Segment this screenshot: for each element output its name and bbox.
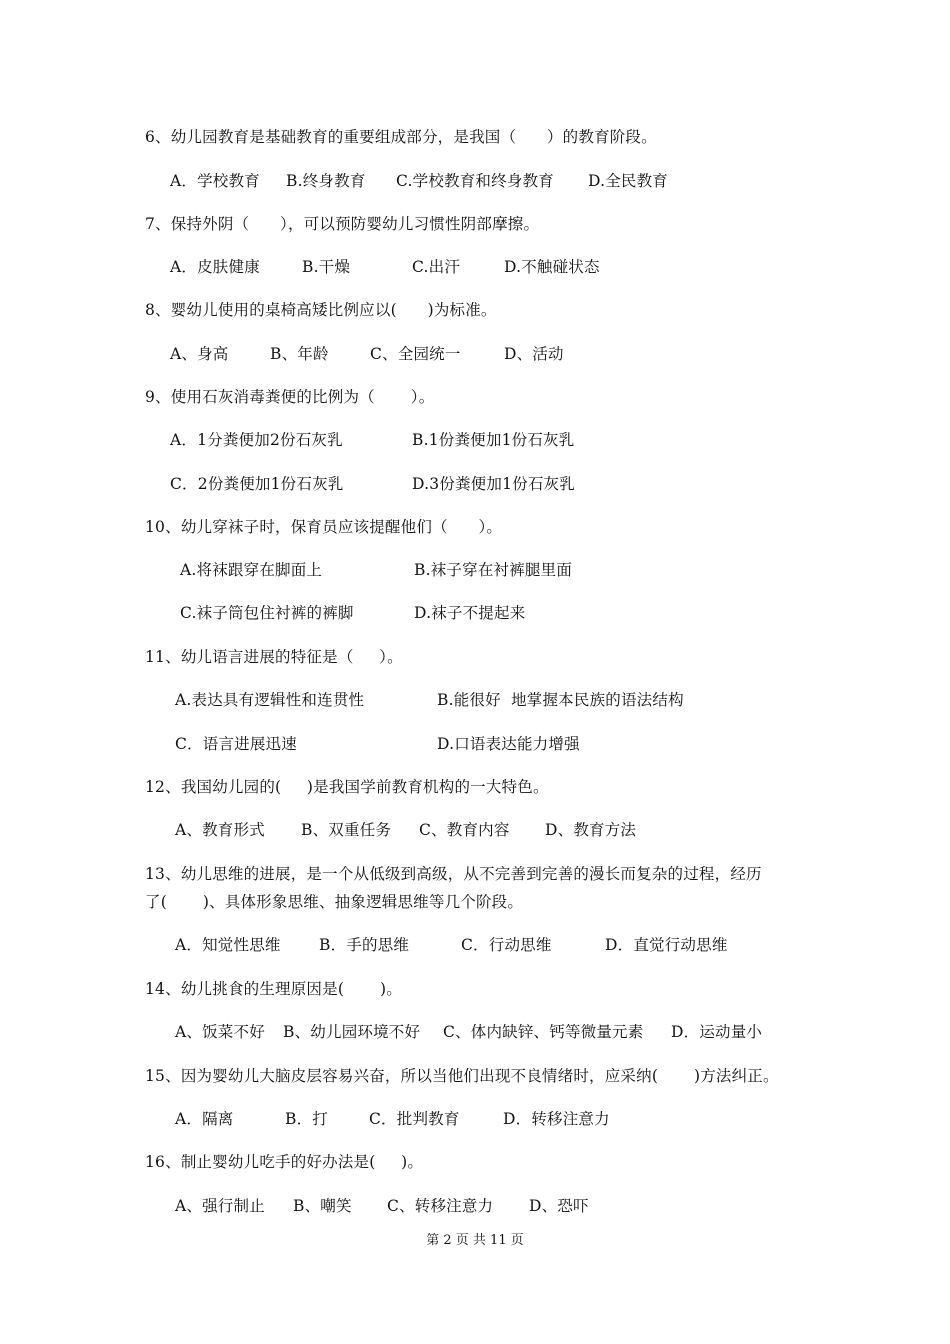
question-14-stem: 14、幼儿挑食的生理原因是( )。 bbox=[145, 980, 402, 998]
question-11-options-row1 bbox=[175, 690, 684, 710]
question-11-stem: 11、幼儿语言进展的特征是（ ）。 bbox=[145, 648, 403, 666]
option-d: D.不触碰状态 bbox=[504, 258, 600, 276]
question-13-stem-continued: 了( )、具体形象思维、抽象逻辑思维等几个阶段。 bbox=[145, 893, 524, 911]
question-16-stem: 16、制止婴幼儿吃手的好办法是( )。 bbox=[145, 1153, 424, 1171]
option-c: C.出汗 bbox=[412, 258, 461, 276]
option-d: D、恐吓 bbox=[529, 1197, 589, 1215]
option-a: A、饭菜不好 bbox=[175, 1023, 265, 1041]
option-a: A．隔离 bbox=[175, 1110, 234, 1128]
option-a: A、身高 bbox=[170, 345, 229, 363]
question-11-options-row2 bbox=[175, 734, 580, 754]
option-c: C、教育内容 bbox=[419, 821, 510, 839]
option-c: C．语言进展迅速 bbox=[175, 735, 297, 753]
option-c: C．批判教育 bbox=[369, 1110, 460, 1128]
question-7-stem: 7、保持外阴（ ），可以预防婴幼儿习惯性阴部摩擦。 bbox=[145, 215, 540, 233]
page-footer: 第 2 页 共 11 页 bbox=[426, 1233, 524, 1248]
question-12-options bbox=[175, 820, 636, 840]
option-a: A.将袜跟穿在脚面上 bbox=[180, 561, 323, 579]
option-a: A、教育形式 bbox=[175, 821, 265, 839]
option-a: A．学校教育 bbox=[170, 172, 260, 190]
question-13-options bbox=[175, 935, 728, 955]
option-c: C、体内缺锌、钙等微量元素 bbox=[443, 1023, 644, 1041]
option-c: C．行动思维 bbox=[461, 936, 552, 954]
option-c: C.袜子筒包住衬裤的裤脚 bbox=[180, 604, 354, 622]
question-15-stem: 15、因为婴幼儿大脑皮层容易兴奋，所以当他们出现不良情绪时，应采纳( )方法纠正。 bbox=[145, 1067, 779, 1085]
option-b: B.干燥 bbox=[302, 258, 351, 276]
option-b: B.袜子穿在衬裤腿里面 bbox=[414, 561, 573, 579]
question-15-options bbox=[175, 1109, 610, 1129]
option-d: D.口语表达能力增强 bbox=[437, 735, 580, 753]
option-d: D．直觉行动思维 bbox=[605, 936, 728, 954]
option-b: B、双重任务 bbox=[301, 821, 392, 839]
option-d: D、活动 bbox=[504, 345, 564, 363]
option-b: B、年龄 bbox=[270, 345, 329, 363]
option-c: C．2份粪便加1份石灰乳 bbox=[170, 475, 344, 493]
option-a: A．1分粪便加2份石灰乳 bbox=[170, 431, 343, 449]
question-8-options bbox=[170, 344, 564, 364]
question-14-options bbox=[175, 1022, 762, 1042]
question-8-stem: 8、婴幼儿使用的桌椅高矮比例应以( )为标准。 bbox=[145, 301, 497, 319]
option-c: C、全园统一 bbox=[370, 345, 461, 363]
option-d: D.袜子不提起来 bbox=[414, 604, 526, 622]
question-9-options-row2 bbox=[170, 474, 575, 494]
option-b: B、嘲笑 bbox=[293, 1197, 352, 1215]
option-d: D.3份粪便加1份石灰乳 bbox=[412, 475, 575, 493]
option-d: D.全民教育 bbox=[588, 172, 669, 190]
question-6-stem: 6、幼儿园教育是基础教育的重要组成部分，是我国（ ）的教育阶段。 bbox=[145, 128, 657, 146]
question-13-stem: 13、幼儿思维的进展，是一个从低级到高级，从不完善到完善的漫长而复杂的过程，经历 bbox=[145, 865, 762, 883]
question-9-stem: 9、使用石灰消毒粪便的比例为（ ）。 bbox=[145, 388, 435, 406]
option-c: C.学校教育和终身教育 bbox=[396, 172, 554, 190]
option-a: A、强行制止 bbox=[175, 1197, 265, 1215]
question-7-options bbox=[170, 257, 600, 277]
option-d: D、教育方法 bbox=[545, 821, 637, 839]
option-d: D．运动量小 bbox=[671, 1023, 763, 1041]
option-b: B、幼儿园环境不好 bbox=[283, 1023, 421, 1041]
question-9-options-row1 bbox=[170, 430, 574, 450]
option-a: A．皮肤健康 bbox=[170, 258, 260, 276]
option-b: B.能很好 地掌握本民族的语法结构 bbox=[437, 691, 684, 709]
option-a: A.表达具有逻辑性和连贯性 bbox=[175, 691, 365, 709]
option-c: C、转移注意力 bbox=[387, 1197, 494, 1215]
question-10-stem: 10、幼儿穿袜子时，保育员应该提醒他们（ ）。 bbox=[145, 518, 503, 536]
question-16-options bbox=[175, 1196, 589, 1216]
option-b: B．打 bbox=[285, 1110, 328, 1128]
option-d: D．转移注意力 bbox=[503, 1110, 610, 1128]
option-b: B．手的思维 bbox=[319, 936, 410, 954]
option-b: B.终身教育 bbox=[286, 172, 366, 190]
option-a: A．知觉性思维 bbox=[175, 936, 281, 954]
option-b: B.1份粪便加1份石灰乳 bbox=[412, 431, 575, 449]
question-10-options-row2 bbox=[180, 603, 525, 623]
question-6-options bbox=[170, 171, 668, 191]
question-12-stem: 12、我国幼儿园的( )是我国学前教育机构的一大特色。 bbox=[145, 778, 549, 796]
question-10-options-row1 bbox=[180, 560, 572, 580]
